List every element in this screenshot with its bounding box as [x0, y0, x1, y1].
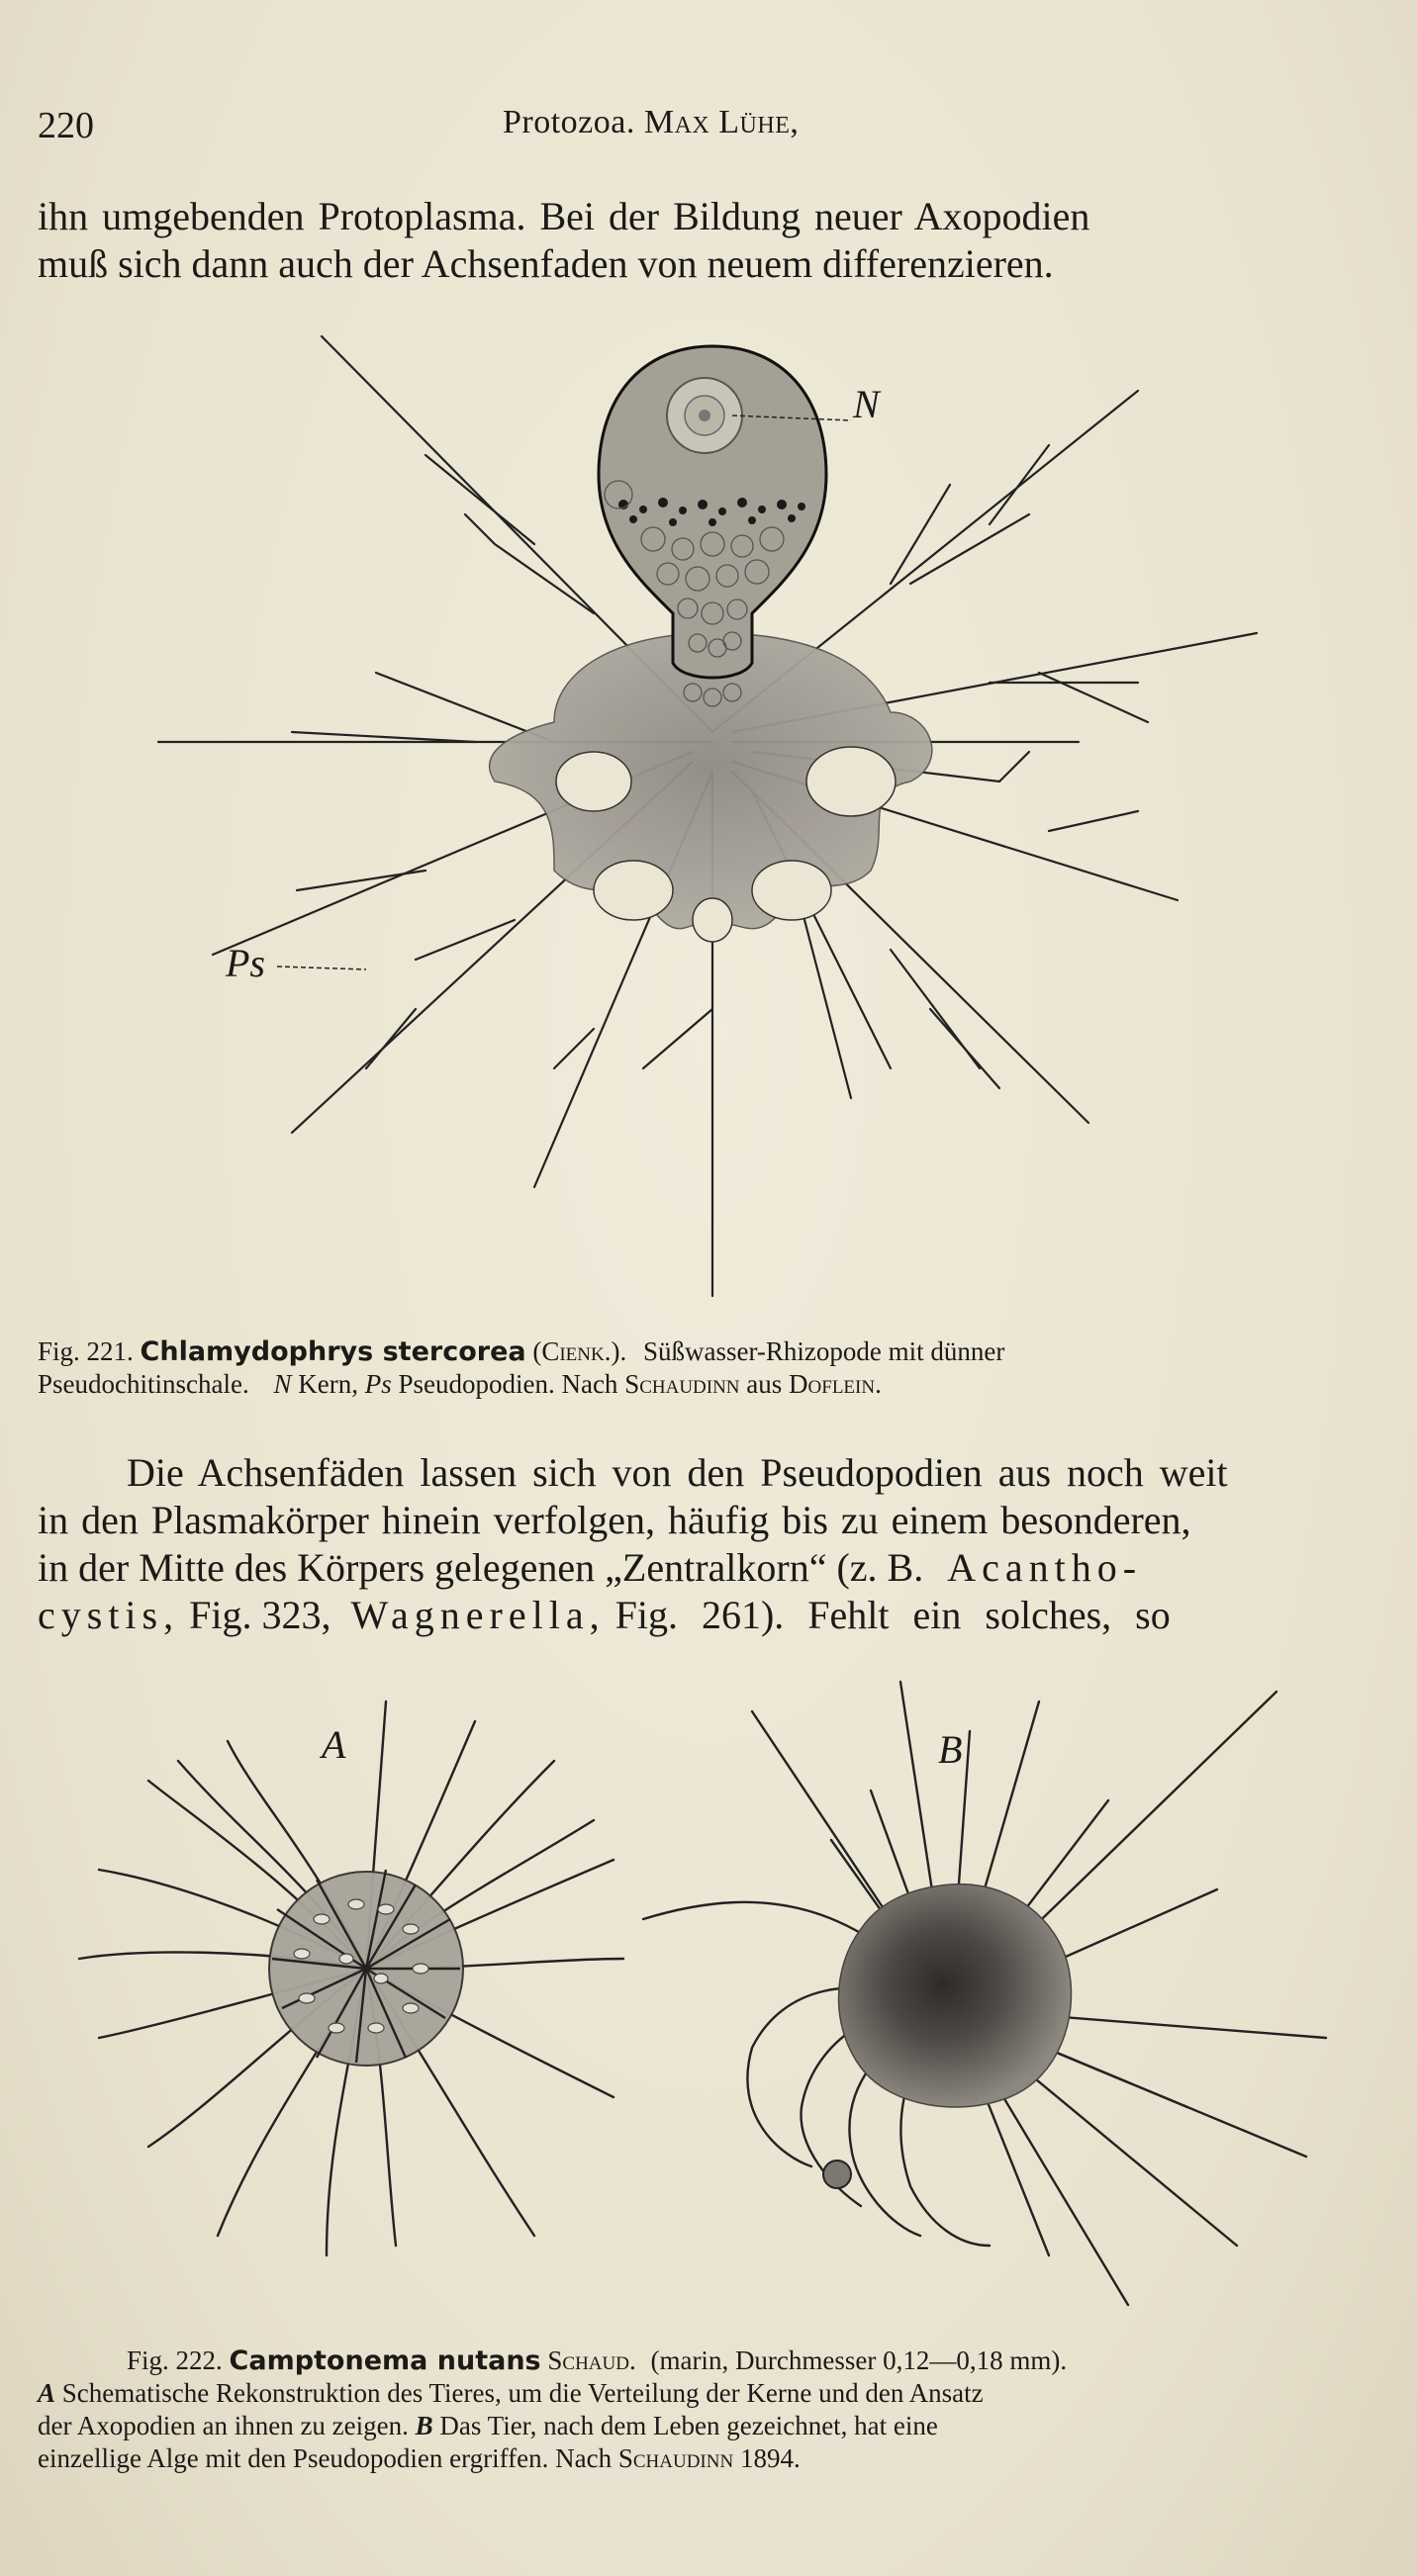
fig221-caption-text-a: Pseudochitinschale.: [38, 1369, 249, 1399]
fig221-caption-n: N: [273, 1369, 292, 1399]
body-line-3-a: in der Mitte des Körpers gelegenen „Zentralkorn“ (z. B.: [38, 1545, 924, 1590]
fig221-label-ps: Ps: [226, 941, 265, 985]
fig222b-alga: [823, 2161, 851, 2188]
fig221-caption: [38, 1335, 1373, 1401]
body-line-1: Die Achsenfäden lassen sich von den Pseudopodien aus noch weit: [127, 1450, 1228, 1495]
body-line-4: [38, 1592, 1378, 1639]
intro-line-2: muß sich dann auch der Achsenfaden von neuem differenzieren.: [38, 241, 1054, 286]
fig221-caption-doflein: Doflein.: [789, 1369, 882, 1399]
fig221-caption-text-d: aus: [746, 1369, 783, 1399]
fig222b-cell-body: [839, 1885, 1072, 2107]
fig222-caption-line-1: [38, 2345, 1383, 2377]
fig222-caption-text-3c: Das Tier, nach dem Leben gezeichnet, hat eine: [439, 2411, 938, 2440]
fig221-caption-prefix: Fig. 221.: [38, 1336, 134, 1366]
fig221-caption-schaudinn: Schaudinn: [624, 1369, 740, 1399]
fig222-caption: [38, 2345, 1383, 2475]
fig222-species: Camptonema nutans: [229, 2346, 541, 2376]
intro-line-1: ihn umgebenden Protoplasma. Bei der Bildung neuer Axopodien: [38, 194, 1090, 238]
fig222-caption-prefix: Fig. 222.: [127, 2346, 223, 2375]
fig222-caption-text-3a: der Axopodien an ihnen zu zeigen.: [38, 2411, 409, 2440]
fig221-caption-ps: Ps: [364, 1369, 392, 1399]
page-number: 220: [38, 105, 94, 146]
fig222-label-b: B: [938, 1727, 963, 1772]
fig222-caption-text-4a: einzellige Alge mit den Pseudopodien ergriffen. Nach: [38, 2443, 613, 2473]
fig222-caption-a: A: [38, 2378, 56, 2408]
body-line-3: [38, 1544, 1378, 1592]
fig222-caption-line-3: [38, 2410, 1383, 2442]
fig221-species: Chlamydophrys stercorea: [140, 1336, 526, 1367]
fig222-authority: Schaud.: [547, 2346, 636, 2375]
fig221-caption-line-2: [38, 1368, 1373, 1401]
body-line-4-d: Fig. 261). Fehlt ein solches, so: [614, 1593, 1171, 1637]
figure-222b-living: [633, 1672, 1346, 2325]
fig222-caption-schaudinn: Schaudinn: [617, 2443, 734, 2473]
fig222-caption-line-4: [38, 2442, 1383, 2475]
fig221-label-n: N: [853, 382, 880, 426]
figure-221-chlamydophrys: [0, 317, 1417, 1326]
fig222-label-a: A: [322, 1722, 346, 1767]
page-header: [38, 104, 1373, 153]
fig222-desc: (marin, Durchmesser 0,12—0,18 mm).: [650, 2346, 1068, 2375]
running-author: Max Lühe,: [643, 104, 800, 140]
body-line-4-a: cystis,: [38, 1593, 180, 1637]
body-line-3-b: Acantho-: [947, 1545, 1143, 1590]
fig222-caption-b: B: [415, 2411, 433, 2440]
fig221-authority: (Cienk.).: [532, 1336, 627, 1366]
body-line-2: in den Plasmakörper hinein verfolgen, häufig bis zu einem besonderen,: [38, 1498, 1191, 1542]
fig221-caption-text-b: Kern,: [298, 1369, 358, 1399]
figure-222a-schematic: [59, 1682, 653, 2275]
body-paragraph: [38, 1449, 1378, 1639]
intro-paragraph: [38, 193, 1373, 288]
fig222-caption-text-2: Schematische Rekonstruktion des Tieres, um die Verteilung der Kerne und den Ansatz: [61, 2378, 984, 2408]
fig221-desc: Süßwasser-Rhizopode mit dünner: [642, 1336, 1005, 1366]
running-title-text: Protozoa.: [503, 104, 635, 140]
body-line-4-c: Wagnerella,: [350, 1593, 606, 1637]
fig222-caption-year: 1894.: [739, 2443, 801, 2473]
fig221-caption-text-c: Pseudopodien. Nach: [398, 1369, 618, 1399]
fig221-caption-line-1: [38, 1335, 1373, 1368]
running-title: [503, 104, 799, 141]
body-line-4-b: Fig. 323,: [189, 1593, 331, 1637]
fig222-caption-line-2: [38, 2377, 1383, 2410]
